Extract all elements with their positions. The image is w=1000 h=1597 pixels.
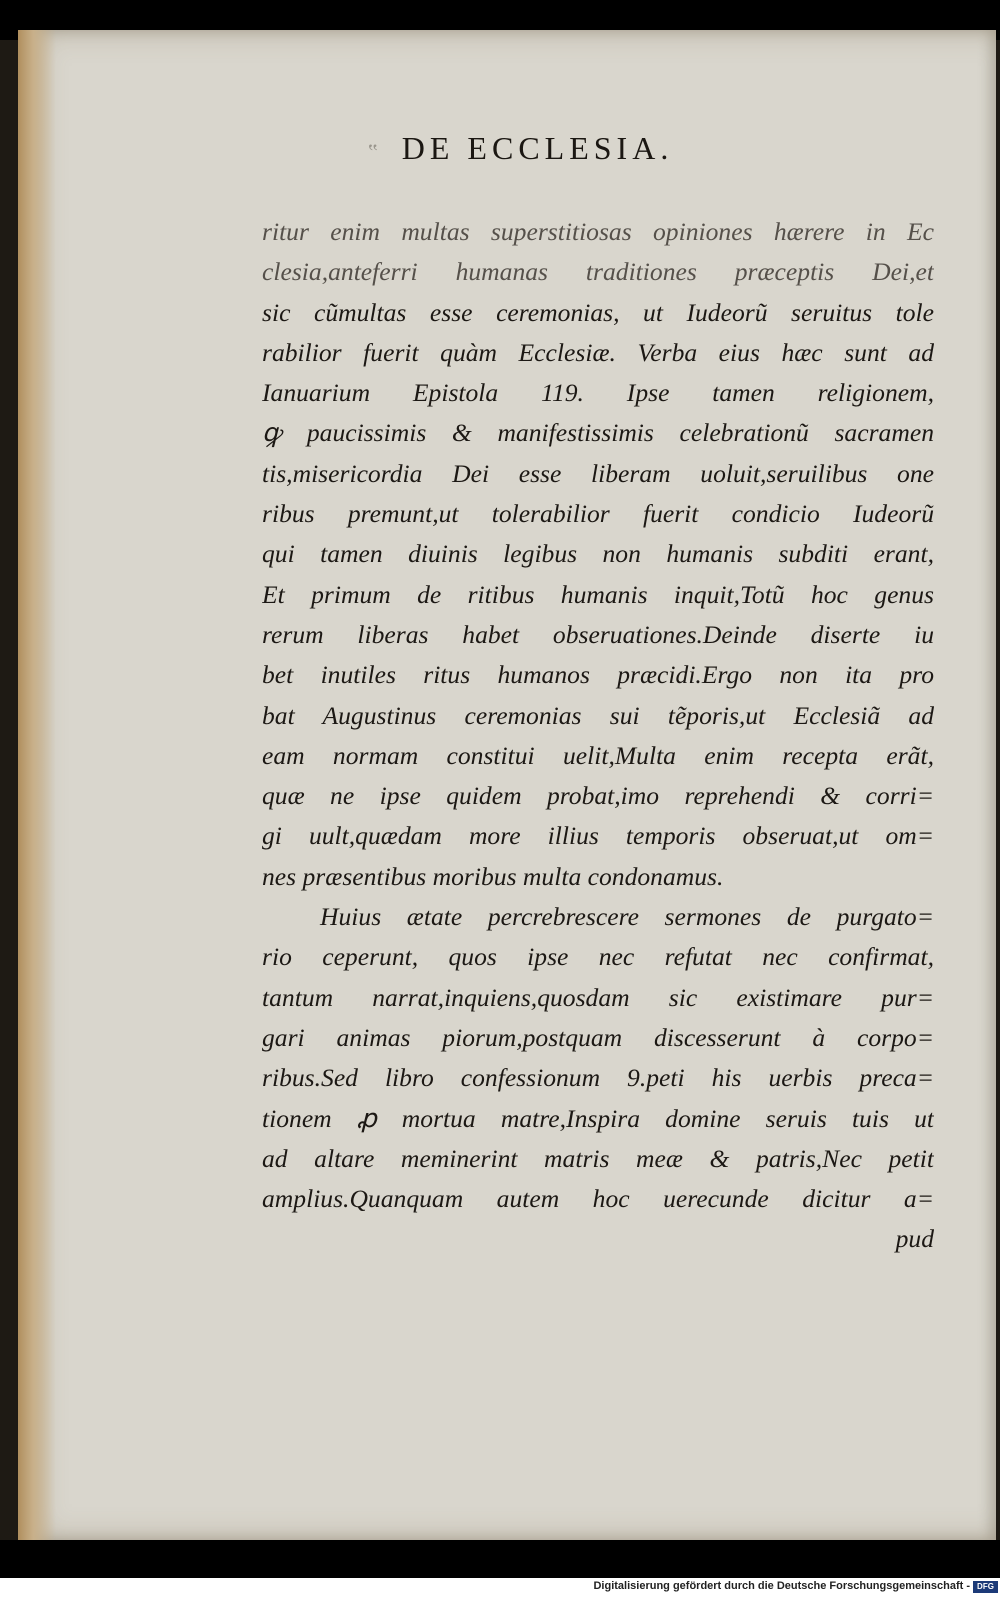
- text-line: rerum liberas habet obseruationes.Deinde diserte iu: [262, 619, 934, 649]
- text-line: gi uult,quædam more illius temporis obseruat,ut om=: [262, 821, 934, 851]
- text-line: sic cũmultas esse ceremonias, ut Iudeorũ seruitus tole: [262, 297, 934, 327]
- catchword: pud: [895, 1224, 934, 1254]
- text-line: amplius.Quanquam autem hoc uerecunde dicitur a=: [262, 1184, 934, 1214]
- dfg-logo: DFG: [973, 1581, 998, 1593]
- text-line: bat Augustinus ceremonias sui tẽporis,ut Ecclesiã ad: [262, 700, 934, 730]
- page-gutter: [18, 30, 56, 1540]
- text-line: gari animas piorum,postquam discesserunt à corpo=: [262, 1022, 934, 1052]
- text-line: nes præsentibus moribus multa condonamus.: [262, 861, 724, 891]
- text-line: clesia,anteferri humanas traditiones præceptis Dei,et: [262, 257, 934, 287]
- text-line: rabilior fuerit quàm Ecclesiæ. Verba eius hæc sunt ad: [262, 337, 934, 367]
- text-line: ribus premunt,ut tolerabilior fuerit condicio Iudeorũ: [262, 499, 934, 529]
- text-line: qui tamen diuinis legibus non humanis subditi erant,: [262, 539, 934, 569]
- footer-credit: Digitalisierung gefördert durch die Deutsche Forschungsgemeinschaft -: [593, 1580, 970, 1592]
- footer-bar: [0, 1578, 1000, 1597]
- text-line: Et primum de ritibus humanis inquit,Totũ hoc genus: [262, 579, 934, 609]
- text-line: tis,misericordia Dei esse liberam uoluit,seruilibus one: [262, 458, 934, 488]
- header-mark: ‟: [368, 139, 380, 164]
- text-line: Huius ætate percrebrescere sermones de purgato=: [320, 902, 934, 932]
- text-line: tantum narrat,inquiens,quosdam sic existimare pur=: [262, 982, 934, 1012]
- text-line: bet inutiles ritus humanos præcidi.Ergo non ita pro: [262, 660, 934, 690]
- text-line: tionem ꝓ mortua matre,Inspira domine seruis tuis ut: [262, 1103, 934, 1133]
- text-line: Ianuarium Epistola 119. Ipse tamen religionem,: [262, 378, 934, 408]
- text-line: ꝙ paucissimis & manifestissimis celebrationũ sacramen: [262, 418, 934, 448]
- text-line: rio ceperunt, quos ipse nec refutat nec confirmat,: [262, 942, 934, 972]
- text-line: ad altare meminerint matris meæ & patris,Nec petit: [262, 1143, 934, 1173]
- header-title: DE ECCLESIA.: [401, 130, 674, 166]
- text-line: quæ ne ipse quidem probat,imo reprehendi & corri=: [262, 781, 934, 811]
- running-header: [368, 130, 768, 167]
- text-line: eam normam constitui uelit,Multa enim recepta erãt,: [262, 740, 934, 770]
- text-line: ritur enim multas superstitiosas opiniones hærere in Ec: [262, 217, 934, 246]
- text-line: ribus.Sed libro confessionum 9.peti his uerbis preca=: [262, 1063, 934, 1093]
- body-text: [262, 212, 934, 1260]
